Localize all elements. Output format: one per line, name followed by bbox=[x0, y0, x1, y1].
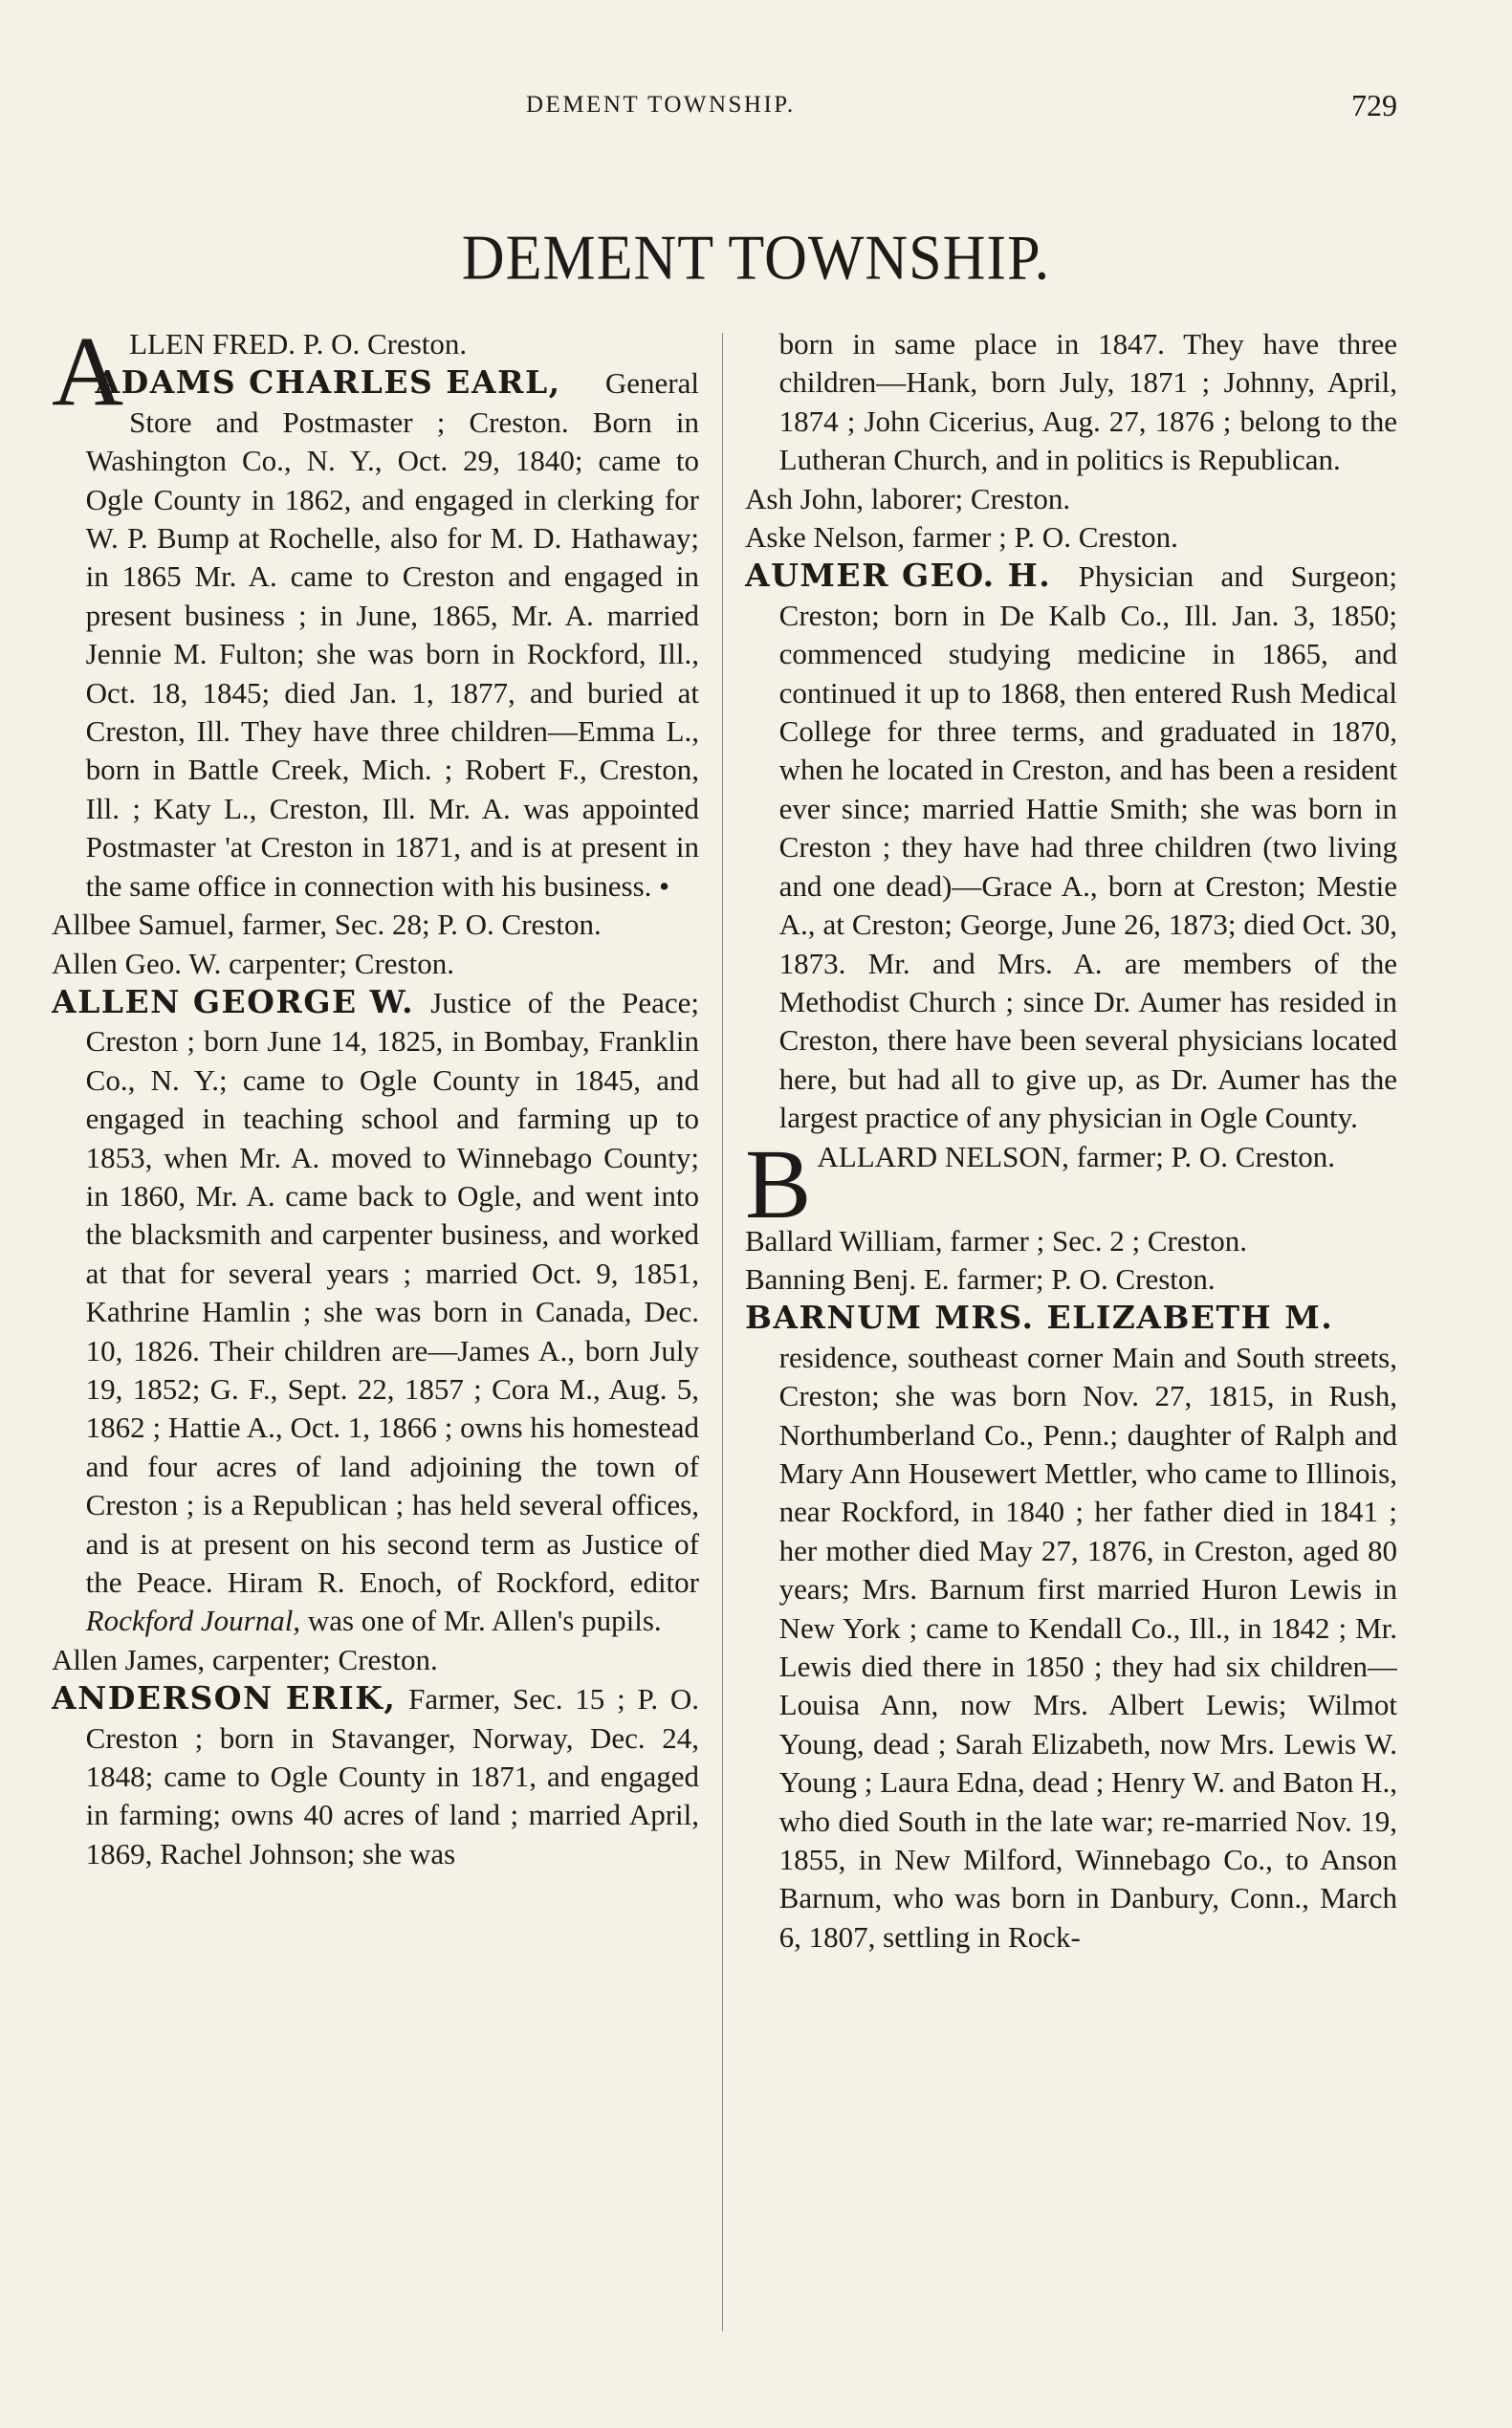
entry-barnum-elizabeth bbox=[745, 1299, 1397, 1957]
entry-adams-charles-earl bbox=[52, 363, 699, 906]
entry-name: BARNUM MRS. ELIZABETH M. bbox=[745, 1299, 1334, 1337]
entry-text: Farmer, Sec. 15 ; P. O. Creston ; born in Stavanger, Norway, Dec. 24, 1848; came to Ogle County in 1871, and engaged in farming; owns 40 acres of land ; married April, 1869, Rachel Johnson; she was bbox=[85, 1682, 699, 1870]
entry-continuation: born in same place in 1847. They have three children—Hank, born July, 1871 ; Johnny, April, 1874 ; John Cicerius, Aug. 27, 1876 ; belong to the Lutheran Church, and in politics is Republican. bbox=[778, 327, 1397, 477]
entry-ballard-nelson bbox=[745, 1128, 1397, 1239]
entry-allen-geo-w: Allen Geo. W. carpenter; Creston. bbox=[52, 946, 454, 980]
entry-name: ALLEN GEORGE W. bbox=[52, 982, 415, 1020]
entry-anderson-erik bbox=[52, 1679, 699, 1873]
entry-allen-george-w bbox=[52, 983, 699, 1641]
drop-cap: B bbox=[745, 1128, 812, 1239]
entry-allbee-samuel: Allbee Samuel, farmer, Sec. 28; P. O. Creston. bbox=[52, 908, 602, 942]
entry-name: ANDERSON ERIK, bbox=[52, 1679, 397, 1717]
entry-ballard-william: Ballard William, farmer ; Sec. 2 ; Creston. bbox=[745, 1223, 1248, 1258]
column-divider bbox=[722, 333, 723, 2331]
entry-name: AUMER GEO. H. bbox=[745, 557, 1052, 595]
running-head: DEMENT TOWNSHIP. bbox=[526, 92, 796, 118]
entry-allen-james: Allen James, carpenter; Creston. bbox=[52, 1642, 438, 1676]
left-column bbox=[52, 325, 699, 2352]
page-title: DEMENT TOWNSHIP. bbox=[461, 223, 1051, 294]
entry-banning-benj: Banning Benj. E. farmer; P. O. Creston. bbox=[745, 1261, 1216, 1296]
entry-text: residence, southeast corner Main and South streets, Creston; she was born Nov. 27, 1815, in Rush, Northumberland Co., Penn.; daughter of Ralph and Mary Ann Housewert Mettler, who came to Illinois, near Rockford, in 1840 ; her father died in 1841 ; her mother died May 27, 1876, in Creston, aged 80 years; Mrs. Barnum first married Huron Lewis in New York ; came to Kendall Co., Ill., in 1842 ; Mr. Lewis died there in 1850 ; they had six children—Louisa Ann, now Mrs. Albert Lewis; Wilmot Young, dead ; Sarah Elizabeth, now Mrs. Lewis W. Young ; Laura Edna, dead ; Henry W. and Baton H., who died South in the late war; re-married Nov. 19, 1855, in New Milford, Winnebago Co., to Anson Barnum, who was born in Danbury, Conn., March 6, 1807, settling in Rock- bbox=[778, 1340, 1397, 1954]
page-number: 729 bbox=[1351, 88, 1397, 122]
entry-name: ADAMS CHARLES EARL, bbox=[95, 363, 561, 402]
entry-aske-nelson: Aske Nelson, farmer ; P. O. Creston. bbox=[745, 520, 1178, 555]
entry-text-end: was one of Mr. Allen's pupils. bbox=[300, 1604, 662, 1638]
entry-text: ALLARD NELSON, farmer; P. O. Creston. bbox=[817, 1139, 1335, 1173]
drop-cap: A bbox=[52, 325, 124, 427]
entry-text: General Store and Postmaster ; Creston. Born in Washington Co., N. Y., Oct. 29, 1840; came to Ogle County in 1862, and engaged in clerking for W. P. Bump at Rochelle, also for M. D. Hathaway; in 1865 Mr. A. came to Creston and engaged in present business ; in June, 1865, Mr. A. married Jennie M. Fulton; she was born in Rockford, Ill., Oct. 18, 1845; died Jan. 1, 1877, and buried at Creston, Ill. They have three children—Emma L., born in Battle Creek, Mich. ; Robert F., Creston, Ill. ; Katy L., Creston, Ill. Mr. A. was appointed Postmaster 'at Creston in 1871, and is at present in the same office in connection with his business. • bbox=[85, 366, 699, 903]
entry-aumer-geo-h bbox=[745, 557, 1397, 1137]
right-column bbox=[745, 325, 1397, 2352]
entry-text: Justice of the Peace; Creston ; born June 14, 1825, in Bombay, Franklin Co., N. Y.; came to Ogle County in 1845, and engaged in teaching school and farming up to 1853, when Mr. A. moved to Winnebago County; in 1860, Mr. A. came back to Ogle, and went into the blacksmith and carpenter business, and worked at that for several years ; married Oct. 9, 1851, Kathrine Hamlin ; she was born in Canada, Dec. 10, 1826. Their children are—James A., born July 19, 1852; G. F., Sept. 22, 1857 ; Cora M., Aug. 5, 1862 ; Hattie A., Oct. 1, 1866 ; owns his homestead and four acres of land adjoining the town of Creston ; is a Republican ; has held several offices, and is at present on his second term as Justice of the Peace. Hiram R. Enoch, of Rockford, editor bbox=[85, 985, 699, 1599]
entry-ash-john: Ash John, laborer; Creston. bbox=[745, 481, 1071, 515]
entry-text: LLEN FRED. P. O. Creston. bbox=[129, 327, 468, 361]
newspaper-title: Rockford Journal, bbox=[85, 1604, 301, 1638]
entry-text: Physician and Surgeon; Creston; born in De Kalb Co., Ill. Jan. 3, 1850; commenced studying medicine in 1865, and continued it up to 1868, then entered Rush Medical College for three terms, and graduated in 1870, when he located in Creston, and has been a resident ever since; married Hattie Smith; she was born in Creston ; they have had three children (two living and one dead)—Grace A., born at Creston; Mestie A., at Creston; George, June 26, 1873; died Oct. 30, 1873. Mr. and Mrs. A. are members of the Methodist Church ; since Dr. Aumer has resided in Creston, there have been several physicians located here, but had all to give up, as Dr. Aumer has the largest practice of any physician in Ogle County. bbox=[778, 559, 1397, 1135]
